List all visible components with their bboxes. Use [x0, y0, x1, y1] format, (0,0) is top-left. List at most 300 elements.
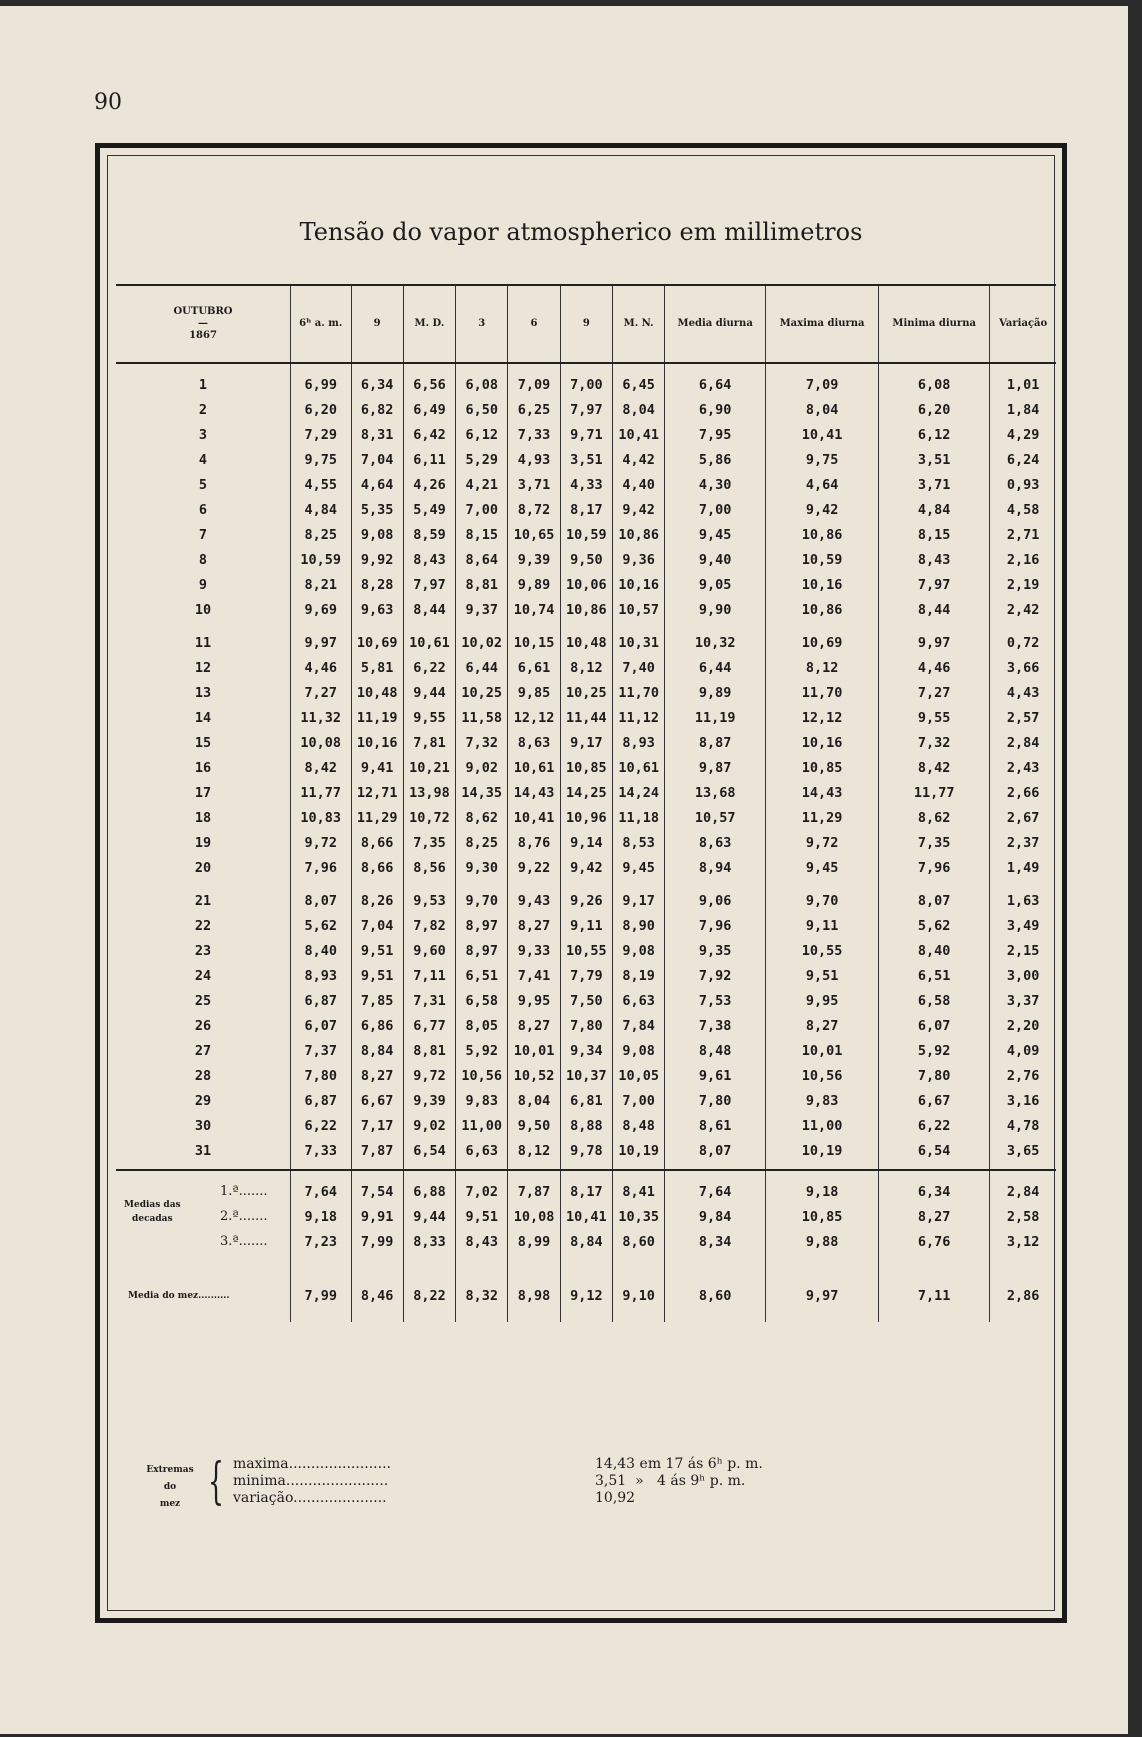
- decade-value-cell: 6,88: [403, 1179, 455, 1204]
- value-cell: 8,07: [291, 888, 352, 913]
- spacer-cell: [351, 1262, 403, 1270]
- value-cell: 9,50: [560, 547, 612, 572]
- value-cell: 8,07: [665, 1138, 766, 1163]
- value-cell: 11,32: [291, 705, 352, 730]
- decade-value-cell: 6,34: [879, 1179, 990, 1204]
- decade-row: [116, 1179, 1056, 1204]
- value-cell: 10,25: [560, 680, 612, 705]
- value-cell: 5,35: [351, 497, 403, 522]
- value-cell: 8,66: [351, 830, 403, 855]
- spacer-cell: [560, 363, 612, 372]
- value-cell: 9,92: [351, 547, 403, 572]
- value-cell: 9,85: [508, 680, 560, 705]
- value-cell: 4,33: [560, 472, 612, 497]
- value-cell: 8,88: [560, 1113, 612, 1138]
- value-cell: 8,44: [403, 597, 455, 622]
- value-cell: 4,78: [990, 1113, 1056, 1138]
- value-cell: 8,19: [612, 963, 664, 988]
- value-cell: 6,07: [291, 1013, 352, 1038]
- value-cell: 10,69: [351, 630, 403, 655]
- value-cell: 8,56: [403, 855, 455, 880]
- value-cell: 7,00: [612, 1088, 664, 1113]
- value-cell: 7,27: [879, 680, 990, 705]
- value-cell: 9,26: [560, 888, 612, 913]
- value-cell: 6,44: [665, 655, 766, 680]
- value-cell: 8,42: [879, 755, 990, 780]
- value-cell: 8,93: [291, 963, 352, 988]
- value-cell: 10,16: [766, 572, 879, 597]
- value-cell: 9,72: [766, 830, 879, 855]
- day-cell: 11: [194, 634, 212, 651]
- value-cell: 9,78: [560, 1138, 612, 1163]
- value-cell: 9,37: [456, 597, 508, 622]
- spacer-row: [116, 1163, 1056, 1170]
- day-cell: 17: [194, 784, 212, 801]
- spacer-cell: [665, 1314, 766, 1322]
- value-cell: 2,42: [990, 597, 1056, 622]
- value-cell: 5,29: [456, 447, 508, 472]
- value-cell: 14,35: [456, 780, 508, 805]
- value-cell: 9,08: [612, 938, 664, 963]
- value-cell: 8,72: [508, 497, 560, 522]
- day-cell: 18: [194, 809, 212, 826]
- decade-ordinal: 3.ª.......: [220, 1234, 268, 1249]
- month-mean-label: Media do mez..........: [128, 1291, 230, 1301]
- value-cell: 3,37: [990, 988, 1056, 1013]
- value-cell: 7,33: [291, 1138, 352, 1163]
- value-cell: 7,85: [351, 988, 403, 1013]
- value-cell: 10,01: [766, 1038, 879, 1063]
- value-cell: 8,66: [351, 855, 403, 880]
- value-cell: 3,71: [508, 472, 560, 497]
- value-cell: 9,53: [403, 888, 455, 913]
- value-cell: 7,97: [879, 572, 990, 597]
- value-cell: 7,95: [665, 422, 766, 447]
- decade-value-cell: 7,54: [351, 1179, 403, 1204]
- value-cell: 9,33: [508, 938, 560, 963]
- table-row: [116, 830, 1056, 855]
- spacer-cell: [508, 880, 560, 888]
- table-row: [116, 572, 1056, 597]
- spacer-cell: [291, 1170, 352, 1179]
- value-cell: 4,42: [612, 447, 664, 472]
- table-row: [116, 705, 1056, 730]
- month-mean-value: 8,22: [403, 1278, 455, 1314]
- value-cell: 6,87: [291, 1088, 352, 1113]
- value-cell: 10,56: [766, 1063, 879, 1088]
- spacer-cell: [456, 622, 508, 630]
- value-cell: 7,04: [351, 447, 403, 472]
- value-cell: 4,58: [990, 497, 1056, 522]
- value-cell: 9,89: [665, 680, 766, 705]
- spacer-cell: [665, 1170, 766, 1179]
- value-cell: 8,90: [612, 913, 664, 938]
- value-cell: 9,17: [560, 730, 612, 755]
- spacer-row: [116, 1314, 1056, 1322]
- value-cell: 7,79: [560, 963, 612, 988]
- value-cell: 10,55: [766, 938, 879, 963]
- value-cell: 2,67: [990, 805, 1056, 830]
- spacer-cell: [403, 1254, 455, 1262]
- spacer-cell: [508, 1262, 560, 1270]
- value-cell: 9,89: [508, 572, 560, 597]
- value-cell: 10,59: [291, 547, 352, 572]
- value-cell: 7,35: [879, 830, 990, 855]
- spacer-cell: [990, 1270, 1056, 1278]
- spacer-cell: [508, 1270, 560, 1278]
- value-cell: 9,51: [351, 938, 403, 963]
- page-number: 90: [94, 90, 122, 115]
- extremes-label-line3: mez: [159, 1499, 181, 1509]
- spacer-cell: [612, 1270, 664, 1278]
- value-cell: 10,96: [560, 805, 612, 830]
- value-cell: 9,71: [560, 422, 612, 447]
- value-cell: 11,77: [291, 780, 352, 805]
- value-cell: 8,94: [665, 855, 766, 880]
- value-cell: 6,54: [403, 1138, 455, 1163]
- header-col-4: 6: [508, 285, 560, 363]
- spacer-cell: [879, 1314, 990, 1322]
- decade-value-cell: 3,12: [990, 1229, 1056, 1254]
- value-cell: 5,86: [665, 447, 766, 472]
- value-cell: 11,19: [351, 705, 403, 730]
- value-cell: 8,31: [351, 422, 403, 447]
- value-cell: 6,51: [879, 963, 990, 988]
- table-row: [116, 655, 1056, 680]
- value-cell: 10,86: [612, 522, 664, 547]
- day-cell: 14: [194, 709, 212, 726]
- value-cell: 3,65: [990, 1138, 1056, 1163]
- value-cell: 8,76: [508, 830, 560, 855]
- spacer-cell: [879, 1262, 990, 1270]
- day-cell: 9: [198, 576, 208, 593]
- spacer-cell: [612, 1262, 664, 1270]
- value-cell: 2,19: [990, 572, 1056, 597]
- header-month: OUTUBRO: [173, 306, 233, 317]
- value-cell: 9,95: [508, 988, 560, 1013]
- spacer-cell: [403, 1270, 455, 1278]
- spacer-cell: [508, 363, 560, 372]
- decade-ordinal: 2.ª.......: [220, 1209, 268, 1224]
- value-cell: 8,40: [879, 938, 990, 963]
- month-mean-value: 8,60: [665, 1278, 766, 1314]
- spacer-row: [116, 880, 1056, 888]
- value-cell: 7,32: [879, 730, 990, 755]
- spacer-cell: [879, 880, 990, 888]
- table-row: [116, 1088, 1056, 1113]
- spacer-cell: [990, 622, 1056, 630]
- value-cell: 9,11: [560, 913, 612, 938]
- spacer-cell: [879, 622, 990, 630]
- value-cell: 10,06: [560, 572, 612, 597]
- day-cell: 12: [194, 659, 212, 676]
- spacer-cell: [990, 1163, 1056, 1170]
- value-cell: 8,93: [612, 730, 664, 755]
- spacer-cell: [403, 1170, 455, 1179]
- spacer-cell: [766, 363, 879, 372]
- value-cell: 3,71: [879, 472, 990, 497]
- decade-value-cell: 8,41: [612, 1179, 664, 1204]
- value-cell: 6,64: [665, 372, 766, 397]
- value-cell: 7,37: [291, 1038, 352, 1063]
- value-cell: 3,49: [990, 913, 1056, 938]
- value-cell: 8,27: [766, 1013, 879, 1038]
- spacer-cell: [612, 363, 664, 372]
- table-row: [116, 730, 1056, 755]
- decade-value-cell: 2,58: [990, 1204, 1056, 1229]
- spacer-cell: [508, 1314, 560, 1322]
- header-col-8: Maxima diurna: [766, 285, 879, 363]
- table-row: [116, 938, 1056, 963]
- value-cell: 6,61: [508, 655, 560, 680]
- value-cell: 9,40: [665, 547, 766, 572]
- table-row: [116, 1013, 1056, 1038]
- vapor-tension-table: [116, 284, 1056, 1322]
- decade-value-cell: 2,84: [990, 1179, 1056, 1204]
- day-cell: 29: [194, 1092, 212, 1109]
- value-cell: 6,20: [879, 397, 990, 422]
- value-cell: 8,84: [351, 1038, 403, 1063]
- value-cell: 5,62: [879, 913, 990, 938]
- value-cell: 9,61: [665, 1063, 766, 1088]
- value-cell: 8,63: [508, 730, 560, 755]
- value-cell: 9,30: [456, 855, 508, 880]
- spacer-cell: [291, 1262, 352, 1270]
- value-cell: 6,11: [403, 447, 455, 472]
- value-cell: 7,00: [665, 497, 766, 522]
- value-cell: 6,56: [403, 372, 455, 397]
- value-cell: 8,04: [508, 1088, 560, 1113]
- value-cell: 10,25: [456, 680, 508, 705]
- day-cell: 15: [194, 734, 212, 751]
- value-cell: 6,86: [351, 1013, 403, 1038]
- value-cell: 9,43: [508, 888, 560, 913]
- day-cell: 28: [194, 1067, 212, 1084]
- spacer-cell: [116, 880, 291, 888]
- month-mean-value: 8,46: [351, 1278, 403, 1314]
- value-cell: 0,93: [990, 472, 1056, 497]
- value-cell: 8,12: [508, 1138, 560, 1163]
- decades-label-line2: decadas: [132, 1214, 173, 1224]
- value-cell: 8,62: [456, 805, 508, 830]
- value-cell: 4,46: [291, 655, 352, 680]
- decade-value-cell: 9,84: [665, 1204, 766, 1229]
- value-cell: 8,15: [456, 522, 508, 547]
- value-cell: 13,68: [665, 780, 766, 805]
- value-cell: 0,72: [990, 630, 1056, 655]
- header-col-2: M. D.: [403, 285, 455, 363]
- value-cell: 9,05: [665, 572, 766, 597]
- spacer-cell: [508, 1170, 560, 1179]
- day-cell: 31: [194, 1142, 212, 1159]
- value-cell: 5,81: [351, 655, 403, 680]
- value-cell: 10,41: [766, 422, 879, 447]
- value-cell: 10,86: [766, 597, 879, 622]
- value-cell: 4,46: [879, 655, 990, 680]
- extremes-label: [138, 1462, 202, 1513]
- value-cell: 6,12: [879, 422, 990, 447]
- spacer-cell: [351, 880, 403, 888]
- spacer-cell: [560, 1314, 612, 1322]
- value-cell: 4,29: [990, 422, 1056, 447]
- month-mean-value: 8,98: [508, 1278, 560, 1314]
- value-cell: 9,11: [766, 913, 879, 938]
- month-mean-value: 7,99: [291, 1278, 352, 1314]
- value-cell: 6,49: [403, 397, 455, 422]
- spacer-cell: [879, 363, 990, 372]
- table-body: [116, 363, 1056, 1322]
- spacer-cell: [990, 880, 1056, 888]
- value-cell: 10,69: [766, 630, 879, 655]
- month-mean-value: 7,11: [879, 1278, 990, 1314]
- spacer-cell: [990, 1314, 1056, 1322]
- value-cell: 10,16: [766, 730, 879, 755]
- value-cell: 10,52: [508, 1063, 560, 1088]
- value-cell: 10,72: [403, 805, 455, 830]
- value-cell: 6,67: [351, 1088, 403, 1113]
- decade-value-cell: 10,85: [766, 1204, 879, 1229]
- value-cell: 7,97: [560, 397, 612, 422]
- decade-value-cell: 7,64: [665, 1179, 766, 1204]
- value-cell: 9,90: [665, 597, 766, 622]
- value-cell: 6,07: [879, 1013, 990, 1038]
- value-cell: 11,29: [351, 805, 403, 830]
- value-cell: 10,41: [612, 422, 664, 447]
- value-cell: 8,28: [351, 572, 403, 597]
- table-row: [116, 805, 1056, 830]
- table-row: [116, 397, 1056, 422]
- spacer-cell: [990, 363, 1056, 372]
- value-cell: 9,72: [291, 830, 352, 855]
- decade-value-cell: 9,88: [766, 1229, 879, 1254]
- value-cell: 6,63: [456, 1138, 508, 1163]
- value-cell: 8,81: [403, 1038, 455, 1063]
- month-mean-value: 8,32: [456, 1278, 508, 1314]
- month-mean-value: 2,86: [990, 1278, 1056, 1314]
- value-cell: 9,08: [612, 1038, 664, 1063]
- spacer-row: [116, 1270, 1056, 1278]
- value-cell: 7,96: [879, 855, 990, 880]
- value-cell: 1,01: [990, 372, 1056, 397]
- value-cell: 9,60: [403, 938, 455, 963]
- spacer-cell: [560, 880, 612, 888]
- value-cell: 7,80: [879, 1063, 990, 1088]
- value-cell: 10,19: [766, 1138, 879, 1163]
- header-col-6: M. N.: [612, 285, 664, 363]
- table-row: [116, 1138, 1056, 1163]
- decades-label: [124, 1198, 181, 1226]
- value-cell: 8,53: [612, 830, 664, 855]
- spacer-cell: [766, 1314, 879, 1322]
- value-cell: 7,41: [508, 963, 560, 988]
- spacer-cell: [351, 363, 403, 372]
- value-cell: 3,00: [990, 963, 1056, 988]
- value-cell: 1,84: [990, 397, 1056, 422]
- table-row: [116, 855, 1056, 880]
- decade-value-cell: 7,64: [291, 1179, 352, 1204]
- spacer-cell: [456, 1314, 508, 1322]
- value-cell: 10,31: [612, 630, 664, 655]
- value-cell: 4,43: [990, 680, 1056, 705]
- value-cell: 9,45: [766, 855, 879, 880]
- value-cell: 9,51: [351, 963, 403, 988]
- value-cell: 10,57: [665, 805, 766, 830]
- spacer-cell: [116, 1163, 291, 1170]
- value-cell: 11,00: [456, 1113, 508, 1138]
- value-cell: 8,21: [291, 572, 352, 597]
- spacer-cell: [665, 1262, 766, 1270]
- spacer-cell: [351, 1170, 403, 1179]
- value-cell: 9,75: [766, 447, 879, 472]
- month-mean-value: 9,12: [560, 1278, 612, 1314]
- value-cell: 9,06: [665, 888, 766, 913]
- value-cell: 9,87: [665, 755, 766, 780]
- value-cell: 10,37: [560, 1063, 612, 1088]
- spacer-cell: [766, 1163, 879, 1170]
- spacer-cell: [879, 1170, 990, 1179]
- value-cell: 9,08: [351, 522, 403, 547]
- decade-value-cell: 8,99: [508, 1229, 560, 1254]
- value-cell: 6,24: [990, 447, 1056, 472]
- table-row: [116, 1063, 1056, 1088]
- value-cell: 6,12: [456, 422, 508, 447]
- value-cell: 11,29: [766, 805, 879, 830]
- value-cell: 9,95: [766, 988, 879, 1013]
- value-cell: 7,84: [612, 1013, 664, 1038]
- header-row: [116, 285, 1056, 363]
- day-cell: 30: [194, 1117, 212, 1134]
- value-cell: 4,09: [990, 1038, 1056, 1063]
- spacer-cell: [116, 622, 291, 630]
- value-cell: 8,63: [665, 830, 766, 855]
- value-cell: 4,30: [665, 472, 766, 497]
- value-cell: 7,00: [456, 497, 508, 522]
- day-cell: 27: [194, 1042, 212, 1059]
- value-cell: 4,26: [403, 472, 455, 497]
- value-cell: 10,61: [508, 755, 560, 780]
- value-cell: 6,63: [612, 988, 664, 1013]
- value-cell: 8,27: [351, 1063, 403, 1088]
- value-cell: 10,61: [612, 755, 664, 780]
- spacer-cell: [456, 1254, 508, 1262]
- value-cell: 7,80: [291, 1063, 352, 1088]
- table-row: [116, 547, 1056, 572]
- value-cell: 11,00: [766, 1113, 879, 1138]
- value-cell: 14,43: [508, 780, 560, 805]
- table-row: [116, 497, 1056, 522]
- value-cell: 9,69: [291, 597, 352, 622]
- decade-value-cell: 9,51: [456, 1204, 508, 1229]
- value-cell: 6,08: [879, 372, 990, 397]
- table-title: Tensão do vapor atmospherico em millimetros: [299, 218, 863, 246]
- value-cell: 9,63: [351, 597, 403, 622]
- value-cell: 10,16: [351, 730, 403, 755]
- decade-value-cell: 9,18: [766, 1179, 879, 1204]
- spacer-cell: [612, 880, 664, 888]
- extremes-labels: [233, 1456, 391, 1507]
- value-cell: 6,67: [879, 1088, 990, 1113]
- day-cell: 4: [198, 451, 208, 468]
- spacer-cell: [560, 1163, 612, 1170]
- value-cell: 9,51: [766, 963, 879, 988]
- value-cell: 7,50: [560, 988, 612, 1013]
- spacer-cell: [766, 1254, 879, 1262]
- value-cell: 6,20: [291, 397, 352, 422]
- value-cell: 9,45: [612, 855, 664, 880]
- value-cell: 12,12: [508, 705, 560, 730]
- value-cell: 7,80: [560, 1013, 612, 1038]
- value-cell: 5,49: [403, 497, 455, 522]
